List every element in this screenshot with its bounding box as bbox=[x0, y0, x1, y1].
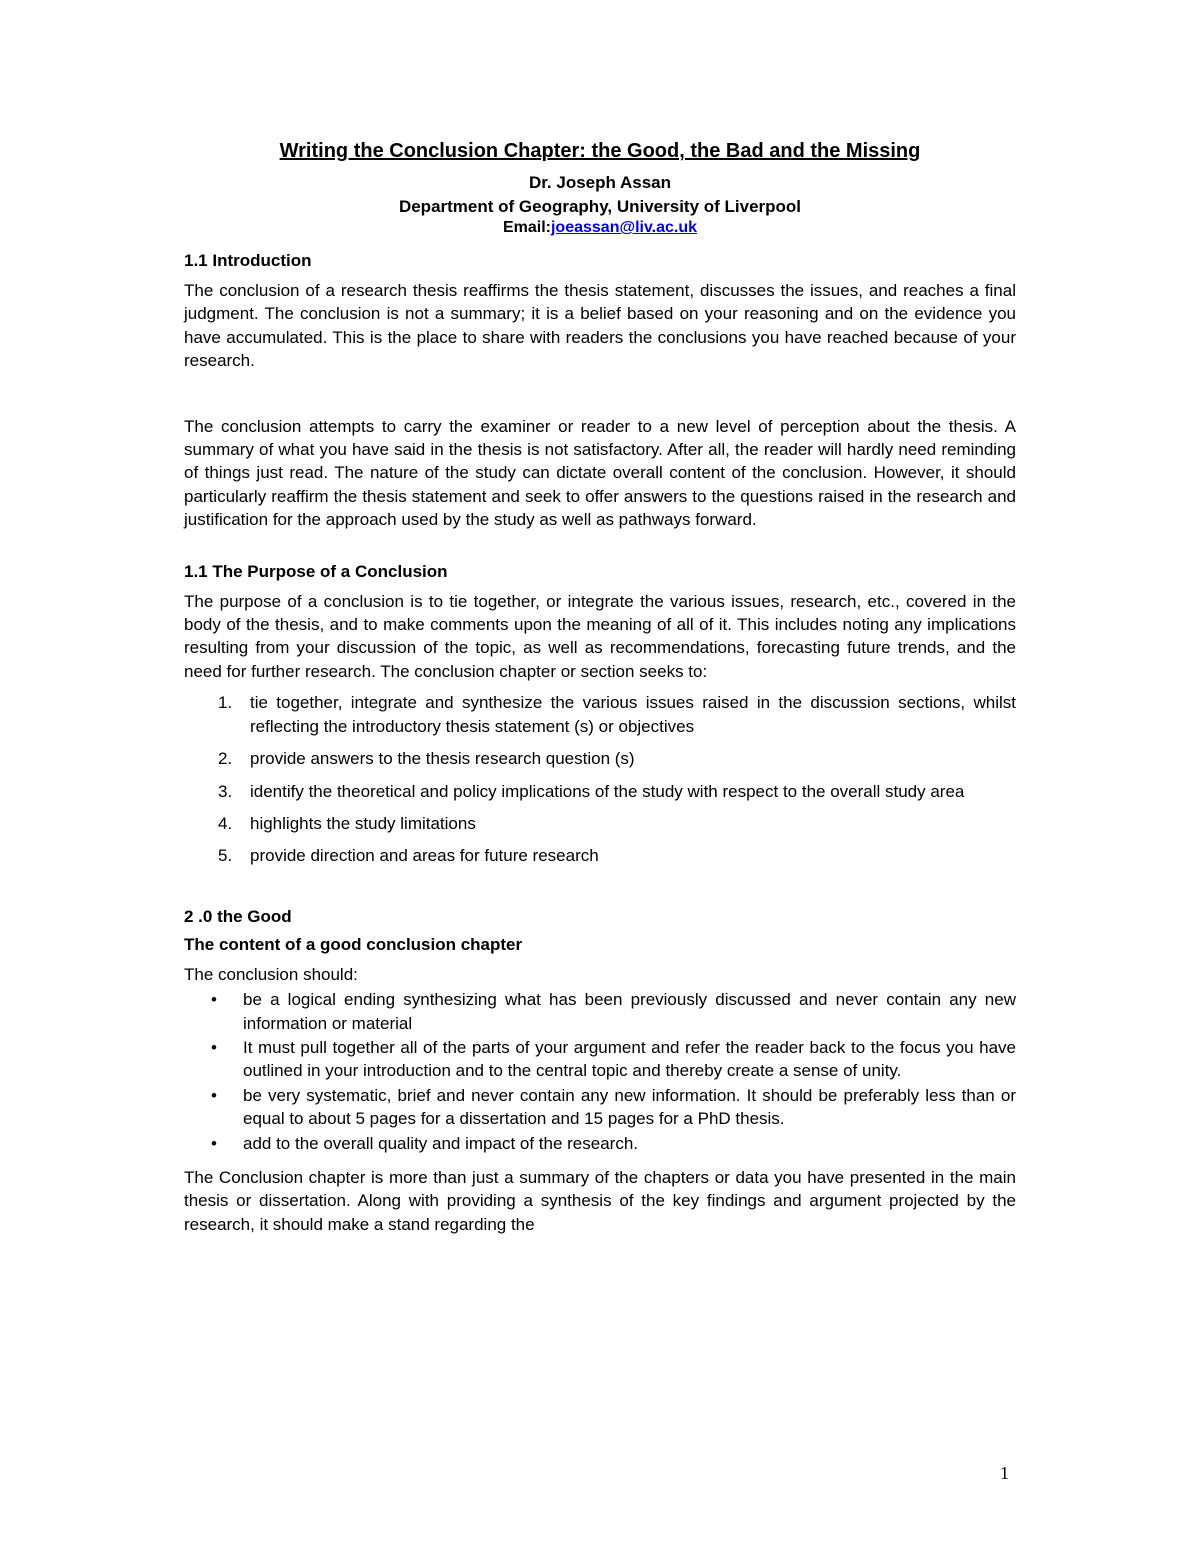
purpose-list bbox=[184, 691, 1016, 867]
list-number: 2. bbox=[218, 749, 233, 769]
list-item bbox=[184, 1132, 1016, 1155]
list-number: 5. bbox=[218, 846, 233, 866]
list-text: be very systematic, brief and never contain any new information. It should be preferably less than or equal to about 5 pages for a dissertation and 15 pages for a PhD thesis. bbox=[243, 1085, 1016, 1129]
good-subheading: The content of a good conclusion chapter bbox=[184, 934, 523, 954]
email-link[interactable]: joeassan@liv.ac.uk bbox=[550, 219, 698, 236]
list-item bbox=[184, 1084, 1016, 1131]
purpose-paragraph: The purpose of a conclusion is to tie together, or integrate the various issues, research, etc., covered in the body of the thesis, and to make comments upon the meaning of all of it. This includes noting any implications resulting from your discussion of the topic, as well as recommendations, forecasting future trends, and the need for further research. The conclusion chapter or section seeks to: bbox=[184, 591, 1016, 681]
list-item bbox=[184, 812, 1016, 835]
intro-paragraph-1: The conclusion of a research thesis reaffirms the thesis statement, discusses the issues, and reaches a final judgment. The conclusion is not a summary; it is a belief based on your reasoning and on the evidence you have accumulated. This is the place to share with readers the conclusions you have reached because of your research. bbox=[184, 281, 1016, 371]
list-item bbox=[184, 780, 1016, 803]
bullet-icon: • bbox=[211, 990, 217, 1010]
list-number: 1. bbox=[218, 693, 233, 713]
list-text: add to the overall quality and impact of the research. bbox=[243, 1133, 639, 1153]
intro-paragraph-2: The conclusion attempts to carry the examiner or reader to a new level of perception about the thesis. A summary of what you have said in the thesis is not satisfactory. After all, the reader will hardly need reminding of things just read. The nature of the study can dictate overall content of the conclusion. However, it should particularly reaffirm the thesis statement and seek to offer answers to the questions raised in the research and justification for the approach used by the study as well as pathways forward. bbox=[184, 416, 1016, 530]
author-department: Department of Geography, University of Liverpool bbox=[398, 197, 802, 216]
document-title: Writing the Conclusion Chapter: the Good, the Bad and the Missing bbox=[279, 140, 921, 162]
good-heading: 2 .0 the Good bbox=[184, 906, 292, 926]
list-item bbox=[184, 747, 1016, 770]
list-number: 4. bbox=[218, 813, 233, 833]
list-text: identify the theoretical and policy implications of the study with respect to the overall study area bbox=[250, 781, 965, 801]
email-label: Email: bbox=[502, 219, 551, 236]
good-final-paragraph: The Conclusion chapter is more than just a summary of the chapters or data you have presented in the main thesis or dissertation. Along with providing a synthesis of the key findings and argument projected by the research, it should make a stand regarding the bbox=[184, 1167, 1016, 1234]
good-lead: The conclusion should: bbox=[184, 964, 358, 984]
list-item bbox=[184, 988, 1016, 1035]
bullet-icon: • bbox=[211, 1133, 217, 1153]
list-item bbox=[184, 691, 1016, 738]
list-text: tie together, integrate and synthesize the various issues raised in the discussion sections, whilst reflecting the introductory thesis statement (s) or objectives bbox=[250, 693, 1016, 736]
list-text: provide answers to the thesis research question (s) bbox=[250, 749, 635, 769]
document-page bbox=[184, 140, 1016, 1236]
list-text: be a logical ending synthesizing what has been previously discussed and never contain any new information or material bbox=[243, 990, 1016, 1033]
list-item bbox=[184, 844, 1016, 867]
intro-heading: 1.1 Introduction bbox=[184, 251, 312, 270]
list-text: provide direction and areas for future research bbox=[250, 846, 599, 866]
bullet-icon: • bbox=[211, 1037, 217, 1057]
page-number: 1 bbox=[1000, 1463, 1009, 1483]
purpose-heading: 1.1 The Purpose of a Conclusion bbox=[184, 561, 448, 581]
bullet-icon: • bbox=[211, 1085, 217, 1105]
good-bullet-list bbox=[184, 988, 1016, 1155]
list-text: highlights the study limitations bbox=[250, 813, 476, 833]
list-number: 3. bbox=[218, 781, 233, 801]
author-email bbox=[184, 219, 1016, 237]
list-text: It must pull together all of the parts of your argument and refer the reader back to the focus you have outlined in your introduction and to the central topic and thereby create a sense of unity. bbox=[243, 1037, 1016, 1081]
list-item bbox=[184, 1036, 1016, 1083]
author-name: Dr. Joseph Assan bbox=[528, 173, 672, 192]
